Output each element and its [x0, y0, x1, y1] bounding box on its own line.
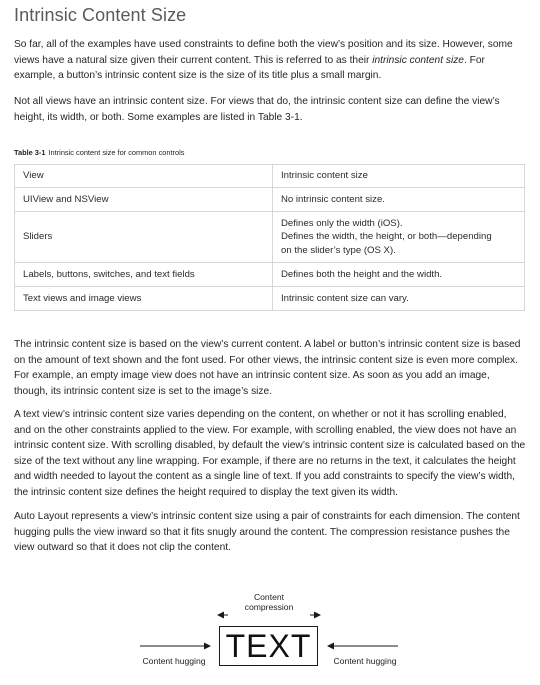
table-row — [15, 263, 525, 287]
intro-p1-start: So far, all of the examples have used constraints to define both the view’s position and its size. However, some views have a natural size given their current content. This is referred to as their — [14, 39, 513, 66]
table-cell-size — [273, 212, 525, 263]
intro-paragraph-1 — [14, 37, 526, 84]
body-paragraph-3: Auto Layout represents a view’s intrinsic content size using a pair of constraints for each dimension. The content hugging pulls the view inward so that it fits snugly around the content. The compression resistance pushes the view outward so that it does not clip the content. — [14, 511, 520, 553]
table-header-size: Intrinsic content size — [273, 165, 525, 188]
table-caption — [14, 148, 184, 157]
compression-label-line: Content — [253, 592, 285, 602]
table-cell-size: Intrinsic content size can vary. — [273, 287, 525, 311]
intro-p1-end: . For example, a button’s intrinsic content size is the size of its title plus a small margin. — [14, 54, 485, 81]
table-cell-view: Labels, buttons, switches, and text fields — [15, 263, 273, 287]
table-caption-label: Table 3-1 — [14, 148, 46, 157]
intrinsic-size-table — [14, 164, 525, 311]
table-header-view: View — [15, 165, 273, 188]
body-paragraph-1: The intrinsic content size is based on the view’s current content. A label or button’s intrinsic content size is based on the amount of text shown and the font used. For other views, the intrinsic content size is even more complex. For example, an empty image view does not have an intrinsic content size. As soon as you add an image, though, its intrinsic content size is set to the image’s size. — [14, 339, 521, 397]
table-header-row — [15, 165, 525, 188]
table-cell-line: Defines only the width (iOS). — [281, 217, 403, 229]
table-cell-line: Defines the width, the height, or both—depending — [281, 231, 492, 243]
table-cell-line: on the slider’s type (OS X). — [281, 244, 396, 256]
table-row — [15, 287, 525, 311]
compression-label-line: compression — [244, 602, 294, 612]
table-caption-text: Intrinsic content size for common controls — [48, 148, 185, 157]
table-cell-view: Text views and image views — [15, 287, 273, 311]
intro-paragraph-2: Not all views have an intrinsic content size. For views that do, the intrinsic content size can define the view’s height, its width, or both. Some examples are listed in Table 3-1. — [14, 96, 500, 123]
table-cell-size: Defines both the height and the width. — [273, 263, 525, 287]
hugging-label-right: Content hugging — [333, 656, 397, 666]
table-cell-view: Sliders — [15, 212, 273, 263]
table-row — [15, 188, 525, 212]
body-paragraph-2: A text view’s intrinsic content size varies depending on the content, on whether or not it has scrolling enabled, and on the other constraints applied to the view. For example, with scrolling enabled, the view does not have an intrinsic content size. With scrolling disabled, by default the view’s intrinsic content size is calculated based on the size of the text without any line wrapping. For example, if there are no returns in the text, it calculates the height and width needed to layout the content as a single line of text. If you add constraints to specify the view’s width, the intrinsic content size defines the height required to display the text given its width. — [14, 409, 526, 498]
table-row — [15, 212, 525, 263]
hugging-label-left: Content hugging — [142, 656, 206, 666]
intro-p1-emphasis: intrinsic content size — [372, 54, 464, 66]
table-cell-size: No intrinsic content size. — [273, 188, 525, 212]
text-box: TEXT — [219, 626, 318, 666]
page-title: Intrinsic Content Size — [14, 5, 187, 25]
table-cell-view: UIView and NSView — [15, 188, 273, 212]
